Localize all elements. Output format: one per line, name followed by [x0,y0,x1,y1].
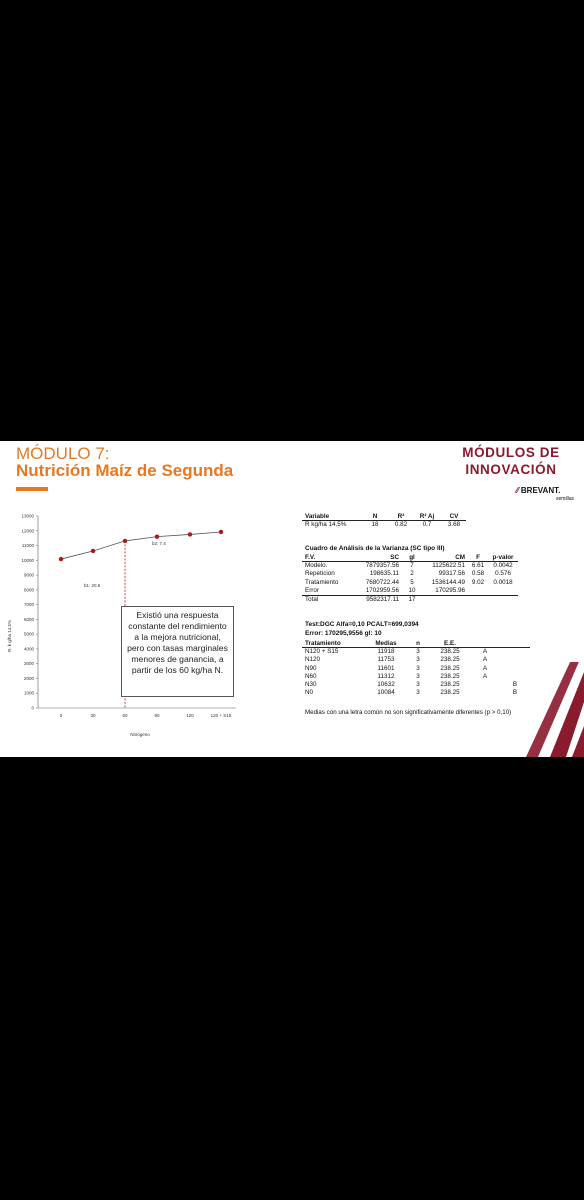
annotation-box: Existió una respuesta constante del rendimiento a la mejora nutricional, pero con tasas marginales menores de ganancia, a partir de los 60 kg/ha N. [121,606,234,697]
test-cell: 238.25 [440,672,460,680]
x-tick-label: 90 [154,713,160,718]
x-tick-label: 120 [186,713,194,718]
data-point [59,557,63,561]
test-header: E.E. [444,640,456,647]
x-tick-label: 0 [59,713,63,718]
brevant-mark-icon: ⁄⁄ [516,486,521,495]
test-cell: 11312 [377,672,395,680]
anova-cell [488,596,518,605]
test-cell: 238.25 [440,656,460,664]
test-cell: 238.25 [440,681,460,689]
test-cell: 238.25 [440,689,460,697]
test-cell: N0 [305,689,314,697]
test-cell: N90 [305,664,317,672]
test-row [302,681,530,689]
anova-cell: 1536144.49 [431,578,465,586]
data-point [155,534,159,538]
reg-cell: 18 [371,521,379,528]
test-row [302,656,530,664]
brand-header-line1: MÓDULOS DE [462,445,560,460]
anova-cell: 7 [410,562,414,569]
y-tick-label: 3000 [23,661,34,667]
slide-title-line2: Nutrición Maíz de Segunda [16,461,234,480]
data-point [91,549,95,553]
test-cell: 10632 [377,681,395,689]
reg-header: CV [449,513,459,520]
brand-header-line2: INNOVACIÓN [465,462,557,477]
y-tick-label: 5000 [23,631,34,637]
anova-cell: 1702959.56 [365,586,399,594]
y-tick-label: 9000 [23,572,34,578]
anova-cell: 0.0018 [493,578,513,586]
test-cell: 3 [416,672,420,680]
y-tick-label: 10000 [21,557,34,563]
test-header: Medias [375,640,397,647]
test-cell: 3 [416,656,420,664]
anova-header: CM [455,554,465,561]
reg-header: Variable [305,513,330,520]
y-tick-label: 1000 [23,690,34,696]
anova-cell: Repeticion [305,570,335,578]
test-header [470,640,500,648]
series-line [61,532,221,559]
anova-header: p-valor [492,554,514,561]
test-row [302,665,530,673]
test-row [302,689,530,697]
anova-cell: 7879357.56 [365,562,399,569]
brand-sub: semillas [556,496,575,502]
test-cell [500,656,530,664]
test-header [500,640,530,648]
data-point [123,539,127,543]
x-axis-label: Nitrógeno [130,732,150,737]
test-cell: A [482,664,488,672]
data-point [188,532,192,536]
y-tick-label: 13000 [21,513,34,519]
reg-cell: 0.7 [422,521,432,528]
test-cell: N60 [305,672,317,680]
annotation-b2: b2: 7.4 [152,541,166,546]
reg-header: R² Aj [419,513,435,520]
test-cell [470,681,500,689]
anova-table [302,554,518,604]
anova-cell: Total [305,596,319,604]
reg-cell: R kg/ha 14.5% [305,521,347,528]
test-cell [500,673,530,681]
anova-row [302,587,518,596]
anova-cell: 7680722.44 [365,578,399,586]
annotation-b1: b1: 20.5 [84,583,101,588]
anova-header: F [476,554,480,561]
test-cell: 238.25 [440,648,460,655]
test-cell: A [482,672,488,680]
test-cell: 11601 [377,664,395,672]
test-line1: Test:DGC Alfa=0,10 PCALT=699,0394 [305,621,419,628]
anova-cell: 10 [408,586,416,594]
y-axis-label: R. k g/ha 14.5% [7,619,12,653]
data-point [219,530,223,534]
anova-cell: 1125622.51 [432,562,465,569]
test-cell: N120 + S15 [305,648,339,655]
anova-cell: 99317.56 [438,570,465,578]
y-tick-label: 0 [31,705,34,711]
y-tick-label: 12000 [21,528,34,534]
anova-cell [488,587,518,596]
anova-cell: 9582317.11 [366,596,399,604]
anova-cell: 2 [410,570,414,578]
anova-row [302,562,518,571]
anova-row [302,570,518,578]
test-cell: B [512,689,518,697]
anova-cell: 198635.11 [369,570,399,578]
anova-title: Cuadro de Análisis de la Varianza (SC tipo III) [305,545,445,552]
y-tick-label: 2000 [23,675,34,681]
anova-header: SC [390,554,399,561]
test-cell: 10084 [377,689,395,697]
test-cell: A [482,648,488,655]
reg-cell: 0.82 [394,521,408,528]
reg-header: N [372,513,378,520]
y-tick-label: 4000 [23,646,34,652]
anova-header: F.V. [305,554,316,561]
slide-title-line1: MÓDULO 7: [16,444,110,463]
test-cell: B [512,681,518,689]
test-cell: N30 [305,681,317,689]
x-tick-label: 60 [122,713,128,718]
test-cell: N120 [305,656,321,664]
anova-header: gl [409,554,415,561]
test-row [302,648,530,657]
anova-cell: 0.0042 [493,562,513,569]
reg-header: R² [397,513,405,520]
anova-row [302,579,518,587]
test-row [302,673,530,681]
anova-cell: 9.02 [471,578,485,586]
regression-table [302,513,466,529]
test-header: Tratamiento [305,640,341,647]
test-line2: Error: 170295,9556 gl: 10 [305,630,382,637]
x-tick-label: 30 [90,713,96,718]
test-cell [500,665,530,673]
anova-cell: 5 [410,578,414,586]
y-tick-label: 8000 [23,587,34,593]
test-cell [470,689,500,697]
anova-cell: 17 [408,596,416,604]
anova-cell: Tratamiento [305,578,339,586]
anova-cell [468,587,488,596]
anova-cell: 0.58 [471,570,485,578]
anova-cell: 0.576 [495,570,511,578]
anova-cell [468,596,488,605]
test-header: n [416,640,420,647]
x-tick-label: 120 + S15 [210,713,232,718]
test-cell: 3 [416,689,420,697]
y-tick-label: 11000 [21,543,34,549]
y-tick-label: 7000 [23,602,34,608]
test-table [302,640,530,698]
anova-cell: Modelo. [305,562,328,569]
anova-cell: 170295.96 [435,586,465,594]
anova-cell [422,596,468,605]
test-cell: 11753 [377,656,395,664]
y-tick-label: 6000 [23,616,34,622]
test-note: Medias con una letra común no son significativamente diferentes (p > 0,10) [305,709,512,716]
test-cell: 3 [416,648,420,655]
test-cell: 3 [416,664,420,672]
anova-cell: 6.61 [471,562,485,569]
test-cell [500,648,530,657]
anova-cell: Error [305,586,319,594]
test-cell: 238.25 [440,664,460,672]
test-cell: 3 [416,681,420,689]
brand-name: BREVANT. [520,486,561,495]
reg-cell: 3.68 [447,521,461,528]
test-cell: A [482,656,488,664]
test-cell: 11918 [377,648,395,655]
anova-row [302,596,518,605]
